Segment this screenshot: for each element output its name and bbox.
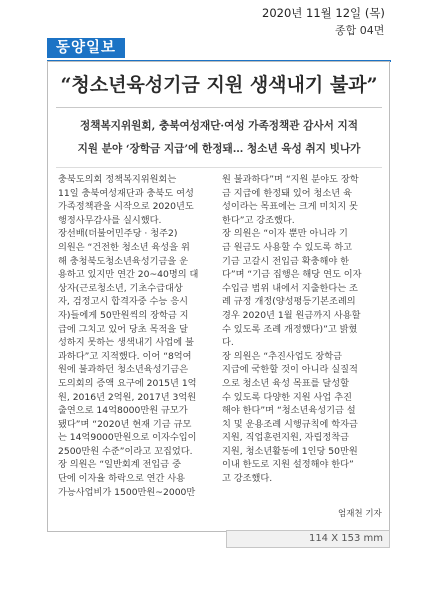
article-text-line: 례 규정 개정(양성평등기본조례의: [222, 296, 356, 308]
article-text-line: 장 의원은 “이자 뿐만 아니라 기: [222, 228, 348, 240]
clipping-size-strip: [226, 530, 390, 548]
publication-date: 2020년 11월 12일 (목): [262, 6, 385, 20]
article-column-left: [58, 173, 213, 499]
article-text-line: 가능사업비가 1500만원~2000만: [58, 486, 196, 498]
article-text-line: 상자(근로청소년, 기초수급대상: [58, 282, 183, 294]
article-text-line: 장선배(더불어민주당 · 청주2): [58, 228, 178, 240]
article-text-line: 의원은 “건전한 청소년 육성을 위: [58, 241, 190, 253]
article-text-line: 11일 충북여성재단과 충북도 여성: [58, 187, 194, 199]
article-text-line: 한다”고 강조했다.: [222, 214, 295, 226]
article-text-line: 해야 한다”며 “청소년육성기금 설: [222, 405, 356, 417]
body-divider: [56, 167, 382, 168]
article-column-right: [222, 173, 377, 486]
article-text-line: 성하지 못하는 생색내기 사업에 불: [58, 337, 194, 349]
headline-divider: [56, 107, 382, 108]
clipping-size-label: 114 X 153 mm: [308, 533, 383, 544]
article-text-line: 행정사무감사를 실시했다.: [58, 214, 162, 226]
article-text-line: 지급에 국한할 것이 아니라 실질적: [222, 364, 358, 376]
article-text-line: 출연으로 14억8000만원 규모가: [58, 405, 188, 417]
article-text-line: 성이라는 목표에는 크게 미치지 못: [222, 201, 358, 213]
reporter-byline: 엄재천 기자: [338, 509, 382, 519]
article-text-line: 금 원금도 사용할 수 있도록 하고: [222, 241, 352, 253]
article-text-line: 수 있도록 다양한 지원 사업 추진: [222, 391, 352, 403]
article-text-line: 2500만원 수준”이라고 꼬집었다.: [58, 445, 193, 457]
article-text-line: 경우 2020년 1월 원금까지 사용할: [222, 309, 361, 321]
article-text-line: 다.: [222, 337, 234, 349]
article-text-line: 과하다”고 지적했다. 이어 “8억여: [58, 350, 192, 362]
article-text-line: 가족정책관을 시작으로 2020년도: [58, 201, 194, 213]
article-subhead-line: 지원 분야 ‘장학금 지급’에 한정돼… 청소년 육성 취지 빗나가: [77, 143, 361, 155]
article-text-line: 으로 청소년 육성 목표를 달성할: [222, 377, 350, 389]
article-text-line: 이내 한도로 지원 설정해야 한다”: [222, 459, 354, 471]
article-text-line: 급에 그치고 있어 당초 목적을 달: [58, 323, 188, 335]
article-text-line: 용하고 있지만 연간 20~40명의 대: [58, 269, 199, 281]
article-text-line: 기금 고갈시 전입금 확충해야 한: [222, 255, 350, 267]
article-text-line: 해 충청북도청소년육성기금을 운: [58, 255, 189, 267]
article-text-line: 금 지급에 한정돼 있어 청소년 육: [222, 187, 352, 199]
article-text-line: 됐다”며 “2020년 현재 기금 규모: [58, 418, 192, 430]
newspaper-logo: 동양일보: [47, 38, 125, 58]
article-text-line: 수입금 범위 내에서 지출한다는 조: [222, 282, 358, 294]
article-text-line: 도의회의 증액 요구에 2015년 1억: [58, 377, 197, 389]
article-text-line: 원 불과하다”며 “지원 분야도 장학: [222, 174, 359, 185]
article-text-line: 지원, 청소년활동에 1인당 50만원: [222, 445, 358, 457]
article-text-line: 수 있도록 조례 개정했다)”고 밝혔: [222, 323, 358, 335]
article-text-line: 단에 이자율 하락으로 연간 사용: [58, 473, 186, 485]
article-text-line: 자)들에게 50만원씩의 장학금 지: [58, 309, 189, 321]
article-text-line: 원, 2016년 2억원, 2017년 3억원: [58, 391, 197, 403]
article-subhead-line: 정책복지위원회, 충북여성재단·여성 가족정책관 감사서 지적: [80, 120, 358, 132]
article-text-line: 는 14억9000만원으로 이자수입이: [58, 432, 197, 444]
article-text-line: 원에 불과하던 청소년육성기금은: [58, 364, 189, 376]
article-text-line: 장 의원은 “추진사업도 장학금: [222, 350, 343, 362]
article-text-line: 치 및 운용조례 시행규칙에 학자금: [222, 418, 358, 430]
article-text-line: 자, 검정고시 합격자중 수능 응시: [58, 296, 188, 308]
section-page: 종합 04면: [335, 24, 385, 37]
article-text-line: 고 강조했다.: [222, 473, 273, 485]
article-text-line: 장 의원은 “일반회계 전입금 중: [58, 459, 181, 471]
article-text-line: 다”며 “기금 집행은 해당 연도 이자: [222, 269, 362, 281]
article-text-line: 충북도의회 정책복지위원회는: [58, 174, 177, 185]
article-headline: “청소년육성기금 지원 생색내기 불과”: [60, 74, 378, 96]
article-text-line: 지원, 직업훈련지원, 자립정착금: [222, 432, 350, 444]
